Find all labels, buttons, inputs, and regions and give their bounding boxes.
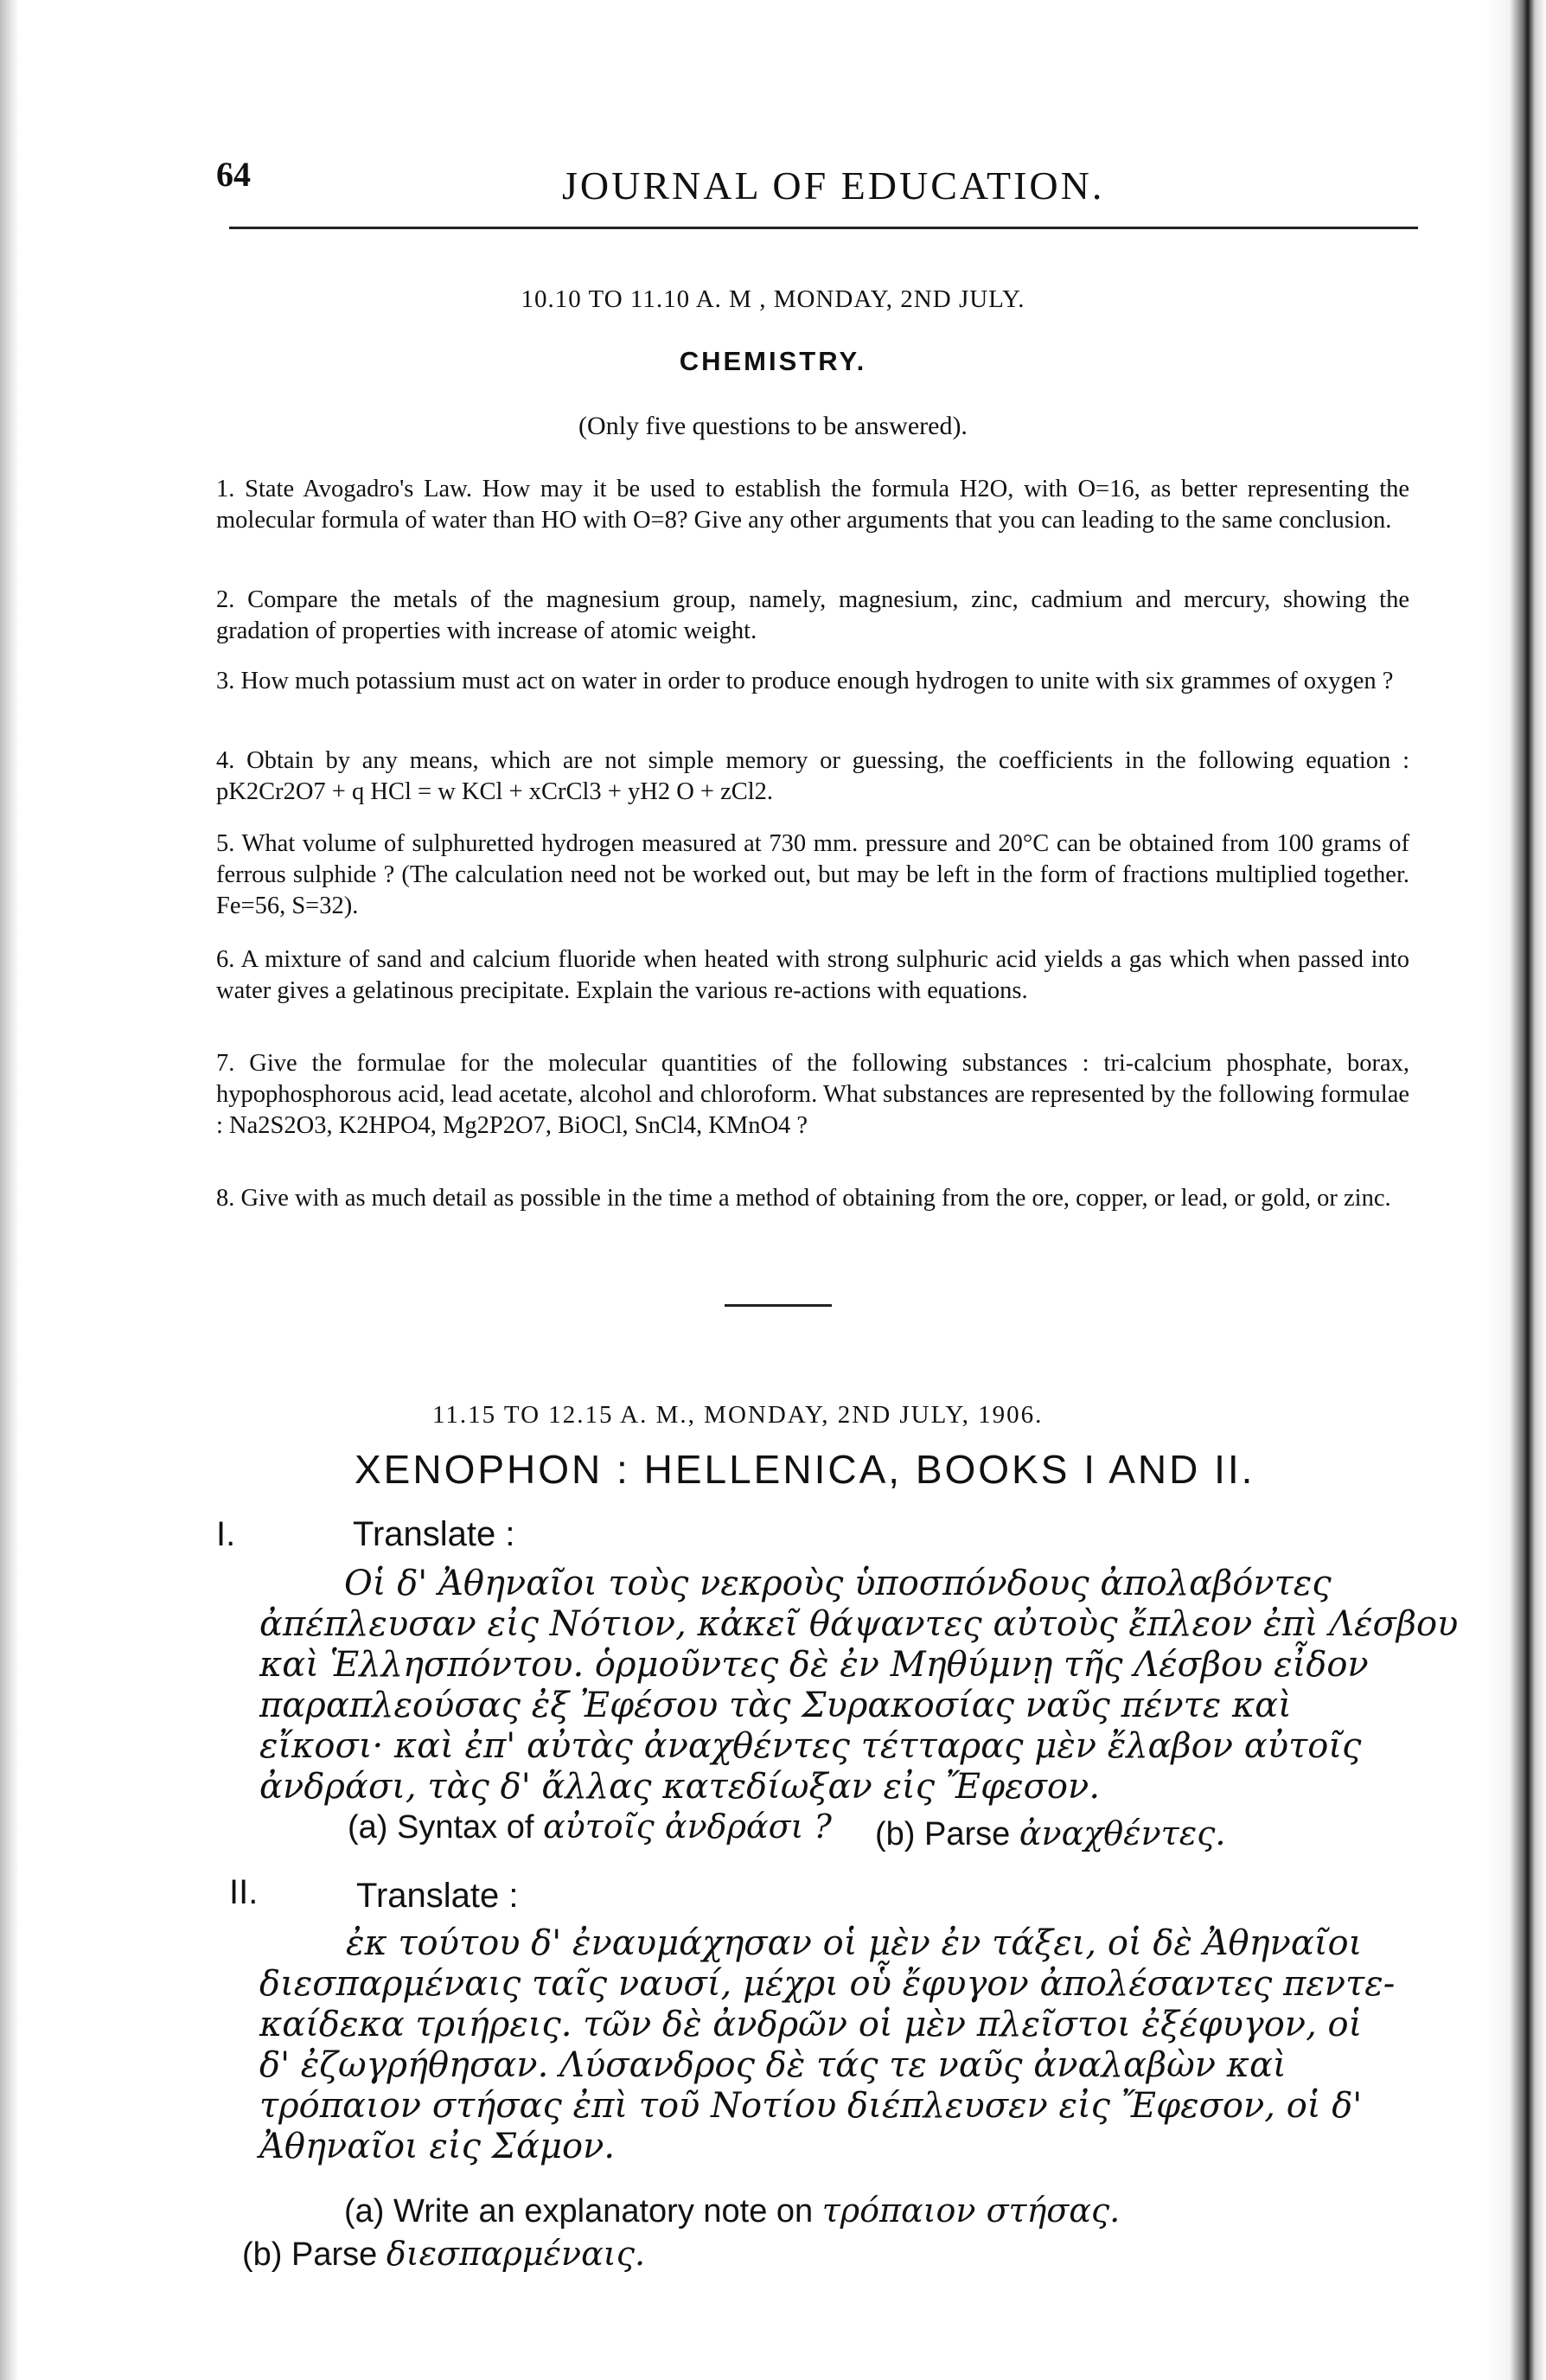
sub-question-text: Parse: [291, 2236, 378, 2273]
running-header: [216, 147, 1340, 208]
greek-line: καίδεκα τριήρεις. τῶν δὲ ἀνδρῶν οἱ μὲν πλεῖστοι ἐξέφυγον, οἱ: [259, 2005, 1363, 2044]
question-text: How much potassium must act on water in order to produce enough hydrogen to unite with six grammes of oxygen ?: [240, 668, 1394, 694]
question-4: [216, 745, 1409, 808]
question-label: 4.: [216, 747, 235, 774]
subject-title-xenophon: XENOPHON : HELLENICA, BOOKS I AND II.: [355, 1447, 1255, 1492]
greek-line: τρόπαιον στήσας ἐπὶ τοῦ Νοτίου διέπλευσεν εἰς Ἔφεσον, οἱ δ': [259, 2086, 1363, 2126]
sub-question-2b: [242, 2235, 645, 2274]
question-label: 5.: [216, 830, 235, 857]
greek-line: διεσπαρμέναις ταῖς ναυσί, μέχρι οὗ ἔφυγον ἀπολέσαντες πεντε-: [259, 1964, 1396, 2004]
sub-question-greek: διεσπαρμέναις.: [386, 2235, 646, 2273]
page-number: 64: [216, 155, 251, 194]
greek-passage-2: [259, 1923, 1396, 2167]
journal-title: JOURNAL OF EDUCATION.: [562, 163, 1105, 208]
question-3: [216, 666, 1409, 697]
question-text: A mixture of sand and calcium fluoride when heated with strong sulphuric acid yields a gas which when passed into water gives a gelatinous precipitate. Explain the various re-actions with equations.: [216, 946, 1409, 1004]
part-numeral-1: I.: [216, 1515, 236, 1553]
greek-line: εἴκοσι· καὶ ἐπ' αὐτὰς ἀναχθέντες τέτταρας μὲν ἔλαβον αὐτοῖς: [259, 1726, 1362, 1766]
question-text: Compare the metals of the magnesium group, namely, magnesium, zinc, cadmium and mercury, showing the gradation of properties with increase of atomic weight.: [216, 586, 1410, 644]
sub-question-label: (b): [875, 1816, 916, 1852]
question-label: 3.: [216, 668, 235, 694]
sub-question-1b: [875, 1814, 1225, 1853]
session-time-chemistry: 10.10 TO 11.10 A. M , MONDAY, 2ND JULY.: [521, 285, 1025, 313]
question-label: 1.: [216, 476, 235, 502]
sub-question-text: Syntax of: [397, 1809, 534, 1846]
question-label: 6.: [216, 946, 235, 973]
question-label: 7.: [216, 1050, 235, 1077]
greek-line: παραπλεούσας ἐξ Ἐφέσου τὰς Συρακοσίας ναῦς πέντε καὶ: [259, 1686, 1292, 1725]
part-numeral-2: II.: [229, 1873, 259, 1911]
sub-question-greek: ἀναχθέντες.: [1019, 1814, 1226, 1852]
question-text: Obtain by any means, which are not simple memory or guessing, the coefficients in the following equation : pK2Cr2O7 + q HCl = w KCl + xCrCl3 + yH2 O + zCl2.: [216, 747, 1409, 805]
header-rule: [229, 227, 1418, 229]
question-8: [216, 1183, 1409, 1214]
sub-question-greek: τρόπαιον στήσας.: [821, 2191, 1121, 2230]
answer-instruction: (Only five questions to be answered).: [578, 412, 968, 440]
sub-question-1a: [348, 1807, 832, 1846]
question-label: 8.: [216, 1185, 235, 1212]
greek-line: Ἀθηναῖοι εἰς Σάμον.: [259, 2127, 616, 2166]
translate-instruction-1: Translate :: [353, 1515, 515, 1553]
question-6: [216, 944, 1409, 1007]
sub-question-text: Parse: [924, 1816, 1011, 1852]
question-text: Give the formulae for the molecular quantities of the following substances : tri-calcium phosphate, borax, hypophosphorous acid, lead acetate, alcohol and chloroform. What substances are represented by the following formulae : Na2S2O3, K2HPO4, Mg2P2O7, BiOCl, SnCl4, KMnO4 ?: [216, 1050, 1409, 1139]
greek-line: ἀπέπλευσαν εἰς Νότιον, κἀκεῖ θάψαντες αὐτοὺς ἔπλεον ἐπὶ Λέσβου: [259, 1604, 1459, 1644]
question-5: [216, 829, 1409, 922]
section-divider: [725, 1304, 832, 1307]
translate-instruction-2: Translate :: [356, 1877, 519, 1915]
greek-line: Οἱ δ' Ἀθηναῖοι τοὺς νεκροὺς ὑποσπόνδους ἀπολαβόντες: [344, 1564, 1332, 1603]
sub-question-text: Write an explanatory note on: [393, 2193, 814, 2230]
question-text: State Avogadro's Law. How may it be used to establish the formula H2O, with O=16, as better representing the molecular formula of water than HO with O=8? Give any other arguments that you can leading to the same conclusion.: [216, 476, 1410, 534]
greek-passage-1: [259, 1564, 1459, 1807]
question-2: [216, 585, 1409, 647]
greek-line: ἀνδράσι, τὰς δ' ἄλλας κατεδίωξαν εἰς Ἔφεσον.: [259, 1767, 1101, 1807]
greek-line: ἐκ τούτου δ' ἐναυμάχησαν οἱ μὲν ἐν τάξει, οἱ δὲ Ἀθηναῖοι: [346, 1923, 1363, 1963]
greek-line: καὶ Ἑλλησπόντου. ὁρμοῦντες δὲ ἐν Μηθύμνῃ τῆς Λέσβου εἶδον: [259, 1645, 1369, 1685]
greek-line: δ' ἐζωγρήθησαν. Λύσανδρος δὲ τάς τε ναῦς ἀναλαβὼν καὶ: [259, 2045, 1287, 2085]
question-1: [216, 474, 1409, 536]
sub-question-label: (a): [348, 1809, 388, 1846]
question-text: What volume of sulphuretted hydrogen measured at 730 mm. pressure and 20°C can be obtained from 100 grams of ferrous sulphide ? (The calculation need not be worked out, but may be left in the form of fractions multiplied together. Fe=56, S=32).: [216, 830, 1409, 919]
question-text: Give with as much detail as possible in the time a method of obtaining from the ore, copper, or lead, or gold, or zinc.: [240, 1185, 1391, 1212]
session-time-xenophon: 11.15 TO 12.15 A. M., MONDAY, 2ND JULY, 1906.: [432, 1401, 1044, 1429]
question-label: 2.: [216, 586, 235, 613]
sub-question-2a: [344, 2191, 1120, 2230]
question-7: [216, 1048, 1409, 1142]
sub-question-label: (b): [242, 2236, 283, 2273]
sub-question-greek: αὐτοῖς ἀνδράσι ?: [543, 1807, 832, 1846]
subject-title-chemistry: CHEMISTRY.: [679, 346, 867, 376]
sub-question-label: (a): [344, 2193, 385, 2230]
